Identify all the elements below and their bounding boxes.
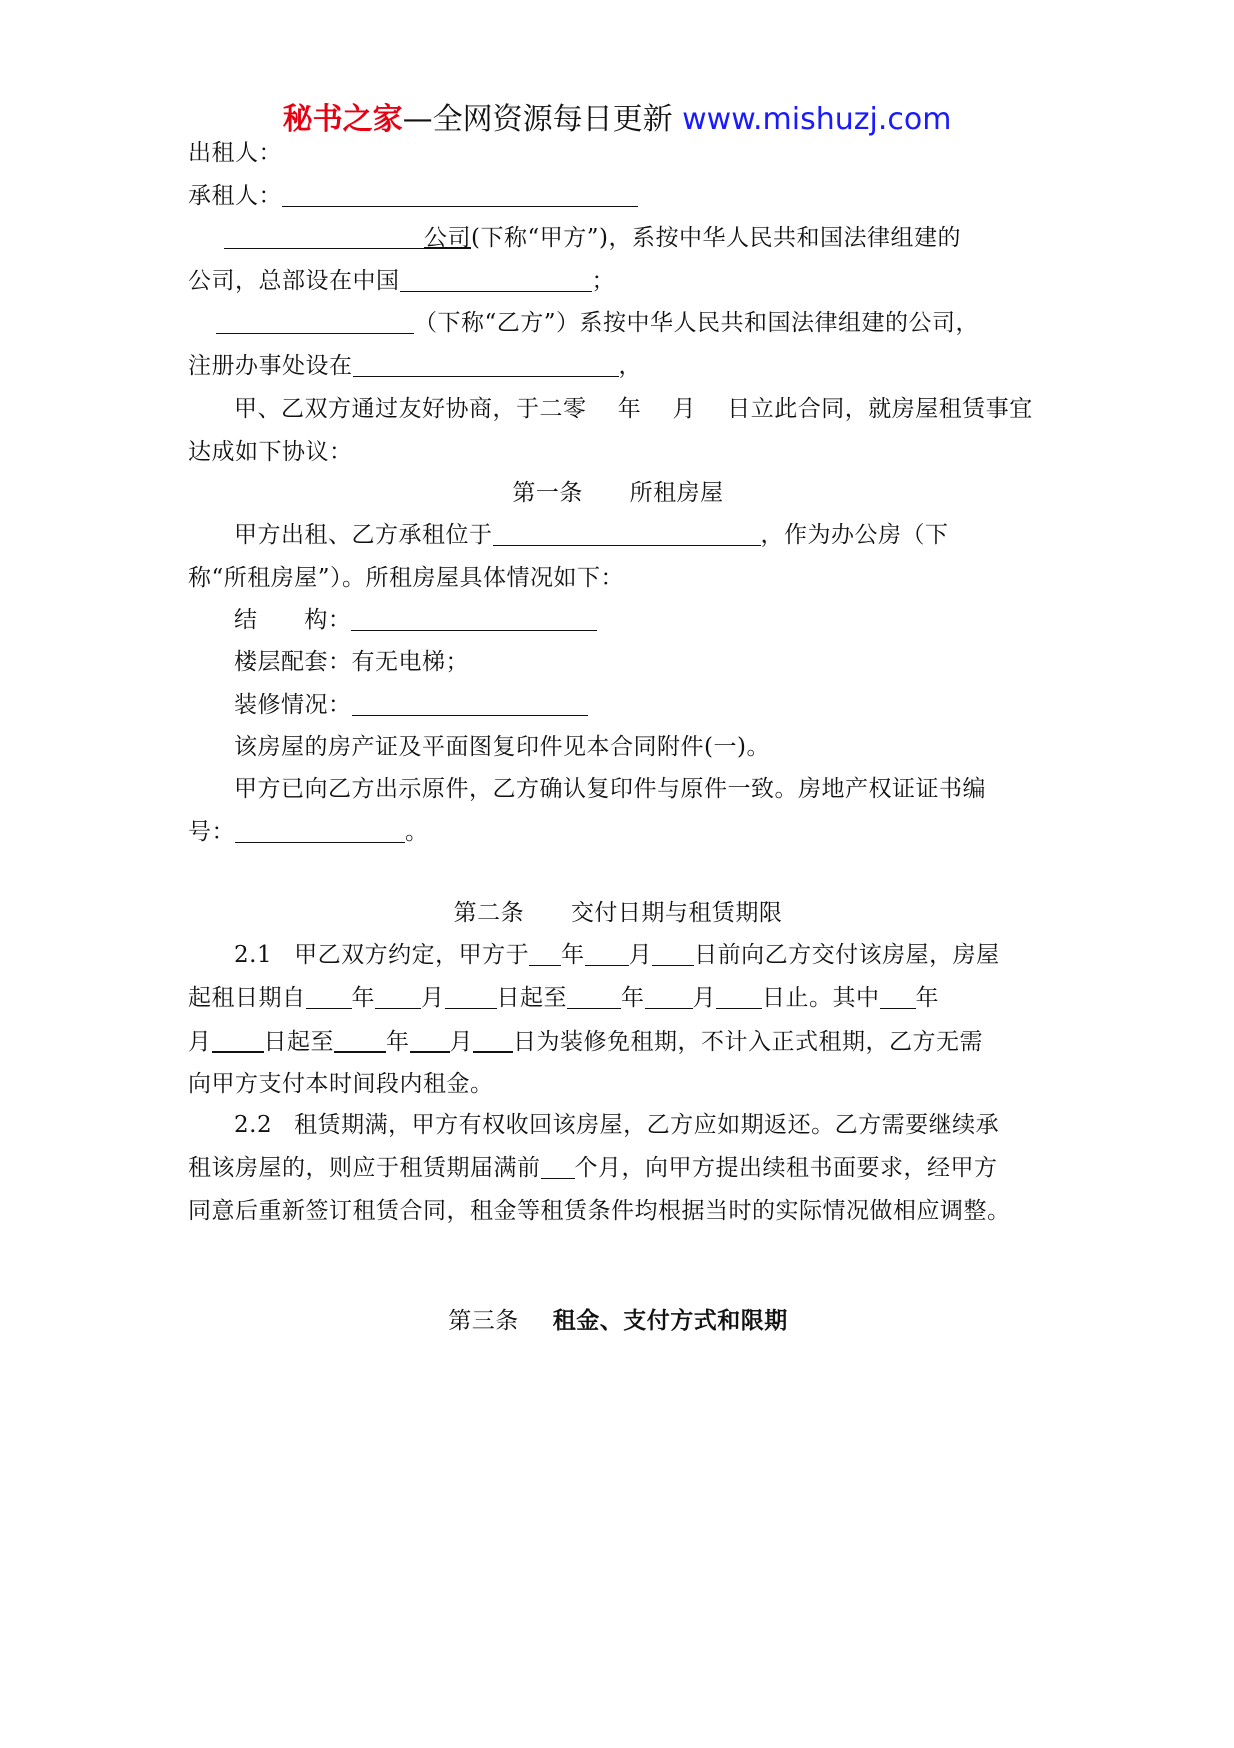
decoration-label: 装修情况：: [234, 692, 352, 718]
article-1-title-text: 第一条 所租房屋: [512, 480, 724, 506]
party-a-line-2: [188, 265, 1048, 297]
article-3-title-text: 租金、支付方式和限期: [552, 1307, 788, 1334]
structure-blank: [351, 604, 597, 631]
party-a-hq-blank: [400, 265, 592, 292]
clause-2-1-month: 月: [628, 942, 653, 968]
clause-2-1-text-4: 向甲方支付本时间段内租金。: [188, 1071, 494, 1097]
free-period-text: 日为装修免租期，不计入正式租期，乙方无需: [513, 1029, 983, 1055]
party-a-text: (下称“甲方”)，系按中华人民共和国法律组建的: [471, 225, 961, 251]
lease-to-label: 日起至: [496, 985, 567, 1011]
renewal-months-blank: [541, 1152, 575, 1179]
lease-start-year: 年: [351, 985, 375, 1011]
lease-end-label: 日止。其中: [762, 985, 880, 1011]
lease-start-year-blank: [306, 982, 352, 1009]
lessor-line: [188, 137, 1048, 169]
decoration-blank: [352, 689, 588, 716]
article-1-p1-line-1: [188, 519, 1048, 551]
article-1-title: [188, 477, 1048, 509]
delivery-year-blank: [529, 939, 561, 966]
decoration-line: [188, 689, 1048, 721]
clause-2-2-line-1: [188, 1109, 1048, 1141]
party-b-text: （下称“乙方”）系按中华人民共和国法律组建的公司，: [414, 310, 980, 336]
free-start-month: 月: [188, 1029, 212, 1055]
lessor-label: 出租人：: [188, 140, 282, 166]
party-a-line-1: [188, 222, 1048, 254]
free-end-month: 月: [449, 1029, 473, 1055]
structure-label: 结 构：: [234, 607, 352, 633]
clause-2-1-line-1: [188, 939, 1048, 971]
clause-2-2-line-3: [188, 1195, 1048, 1227]
party-b-office-label: 注册办事处设在: [188, 353, 353, 379]
article-3-title: [188, 1305, 1048, 1337]
clause-2-1-number: 2.1: [234, 942, 273, 968]
lease-start-month: 月: [421, 985, 445, 1011]
free-end-year-blank: [334, 1025, 386, 1053]
party-b-office-end: ，: [618, 353, 642, 379]
clause-2-1-text-a: 甲乙双方约定，甲方于: [294, 942, 530, 968]
cert-number-label: 号：: [188, 819, 235, 845]
free-start-year: 年: [915, 985, 939, 1011]
lease-end-year-blank: [567, 982, 621, 1009]
cert-number-end: 。: [405, 819, 429, 845]
cert-number-blank: [235, 816, 405, 843]
delivery-day-blank: [652, 939, 694, 966]
deed-note-line: [188, 731, 1048, 763]
free-end-month-blank: [410, 1025, 450, 1053]
free-start-day-blank: [212, 1025, 264, 1053]
clause-2-1-line-3: [188, 1025, 1048, 1058]
party-b-office-blank: [353, 350, 619, 377]
site-header: [0, 100, 1234, 140]
clause-2-2-text-1: 租赁期满，甲方有权收回该房屋，乙方应如期返还。乙方需要继续承: [294, 1112, 1000, 1138]
intro-line-1: [188, 393, 1048, 425]
structure-line: [188, 604, 1048, 636]
party-b-line-2: [188, 350, 1048, 382]
article-3-number: 第三条: [448, 1308, 519, 1334]
brand-name: 秘书之家: [282, 102, 403, 137]
delivery-month-blank: [585, 939, 629, 966]
lessee-line: [188, 180, 1048, 212]
lease-end-year: 年: [621, 985, 645, 1011]
free-end-day-blank: [473, 1025, 513, 1053]
lessee-blank: [282, 180, 638, 207]
deed-note-text: 该房屋的房产证及平面图复印件见本合同附件(一)。: [234, 734, 770, 760]
header-slogan: —全网资源每日更新: [402, 102, 673, 137]
party-a-company-blank: [224, 222, 424, 249]
clause-2-2-line-2: [188, 1152, 1048, 1184]
clause-2-1-line-2: [188, 982, 1048, 1014]
clause-2-2-number: 2.2: [234, 1112, 273, 1138]
article-1-p1-line-2: [188, 562, 1048, 594]
article-1-location-blank: [493, 519, 761, 546]
free-end-year: 年: [386, 1029, 410, 1055]
lease-start-label: 起租日期自: [188, 985, 306, 1011]
lessee-label: 承租人：: [188, 183, 282, 209]
intro-line-2: [188, 436, 1048, 468]
party-a-company-suffix: 公司: [424, 225, 471, 251]
intro-text-2: 达成如下协议：: [188, 439, 353, 465]
party-a-hq-end: ；: [591, 268, 615, 294]
clause-2-1-text-d: 日前向乙方交付该房屋，房屋: [694, 942, 1000, 968]
floor-line: [188, 646, 1048, 678]
article-2-title-text: 第二条 交付日期与租赁期限: [453, 900, 783, 926]
article-2-title: [188, 897, 1048, 929]
article-1-p1-text-2: 称“所租房屋”）。所租房屋具体情况如下：: [188, 565, 625, 591]
intro-text-1: 甲、乙双方通过友好协商，于二零 年 月 日立此合同，就房屋租赁事宜: [234, 396, 1033, 422]
site-url-link[interactable]: www.mishuzj.com: [682, 102, 952, 137]
lease-end-day-blank: [716, 982, 762, 1009]
cert-line-2: [188, 816, 1048, 848]
cert-line-1: [188, 773, 1048, 805]
lease-start-day-blank: [445, 982, 497, 1009]
party-b-company-blank: [216, 307, 414, 334]
free-start-year-blank: [880, 982, 916, 1009]
floor-text: 楼层配套：有无电梯；: [234, 649, 469, 675]
lease-end-month-blank: [645, 982, 693, 1009]
lease-start-month-blank: [375, 982, 421, 1009]
cert-text-1: 甲方已向乙方出示原件，乙方确认复印件与原件一致。房地产权证证书编: [234, 776, 986, 802]
renewal-notice-label: 租该房屋的，则应于租赁期届满前: [188, 1155, 541, 1181]
clause-2-1-line-4: [188, 1068, 1048, 1100]
lease-end-month: 月: [692, 985, 716, 1011]
article-1-location-end: ，作为办公房（下: [760, 522, 949, 548]
free-to-label: 日起至: [263, 1029, 334, 1055]
article-1-location-label: 甲方出租、乙方承租位于: [234, 522, 493, 548]
party-b-line-1: [188, 307, 1048, 339]
renewal-notice-text: 个月，向甲方提出续租书面要求，经甲方: [574, 1155, 998, 1181]
clause-2-1-year: 年: [561, 942, 585, 968]
party-a-hq-label: 公司，总部设在中国: [188, 268, 400, 294]
clause-2-2-text-3: 同意后重新签订租赁合同，租金等租赁条件均根据当时的实际情况做相应调整。: [188, 1198, 1011, 1224]
